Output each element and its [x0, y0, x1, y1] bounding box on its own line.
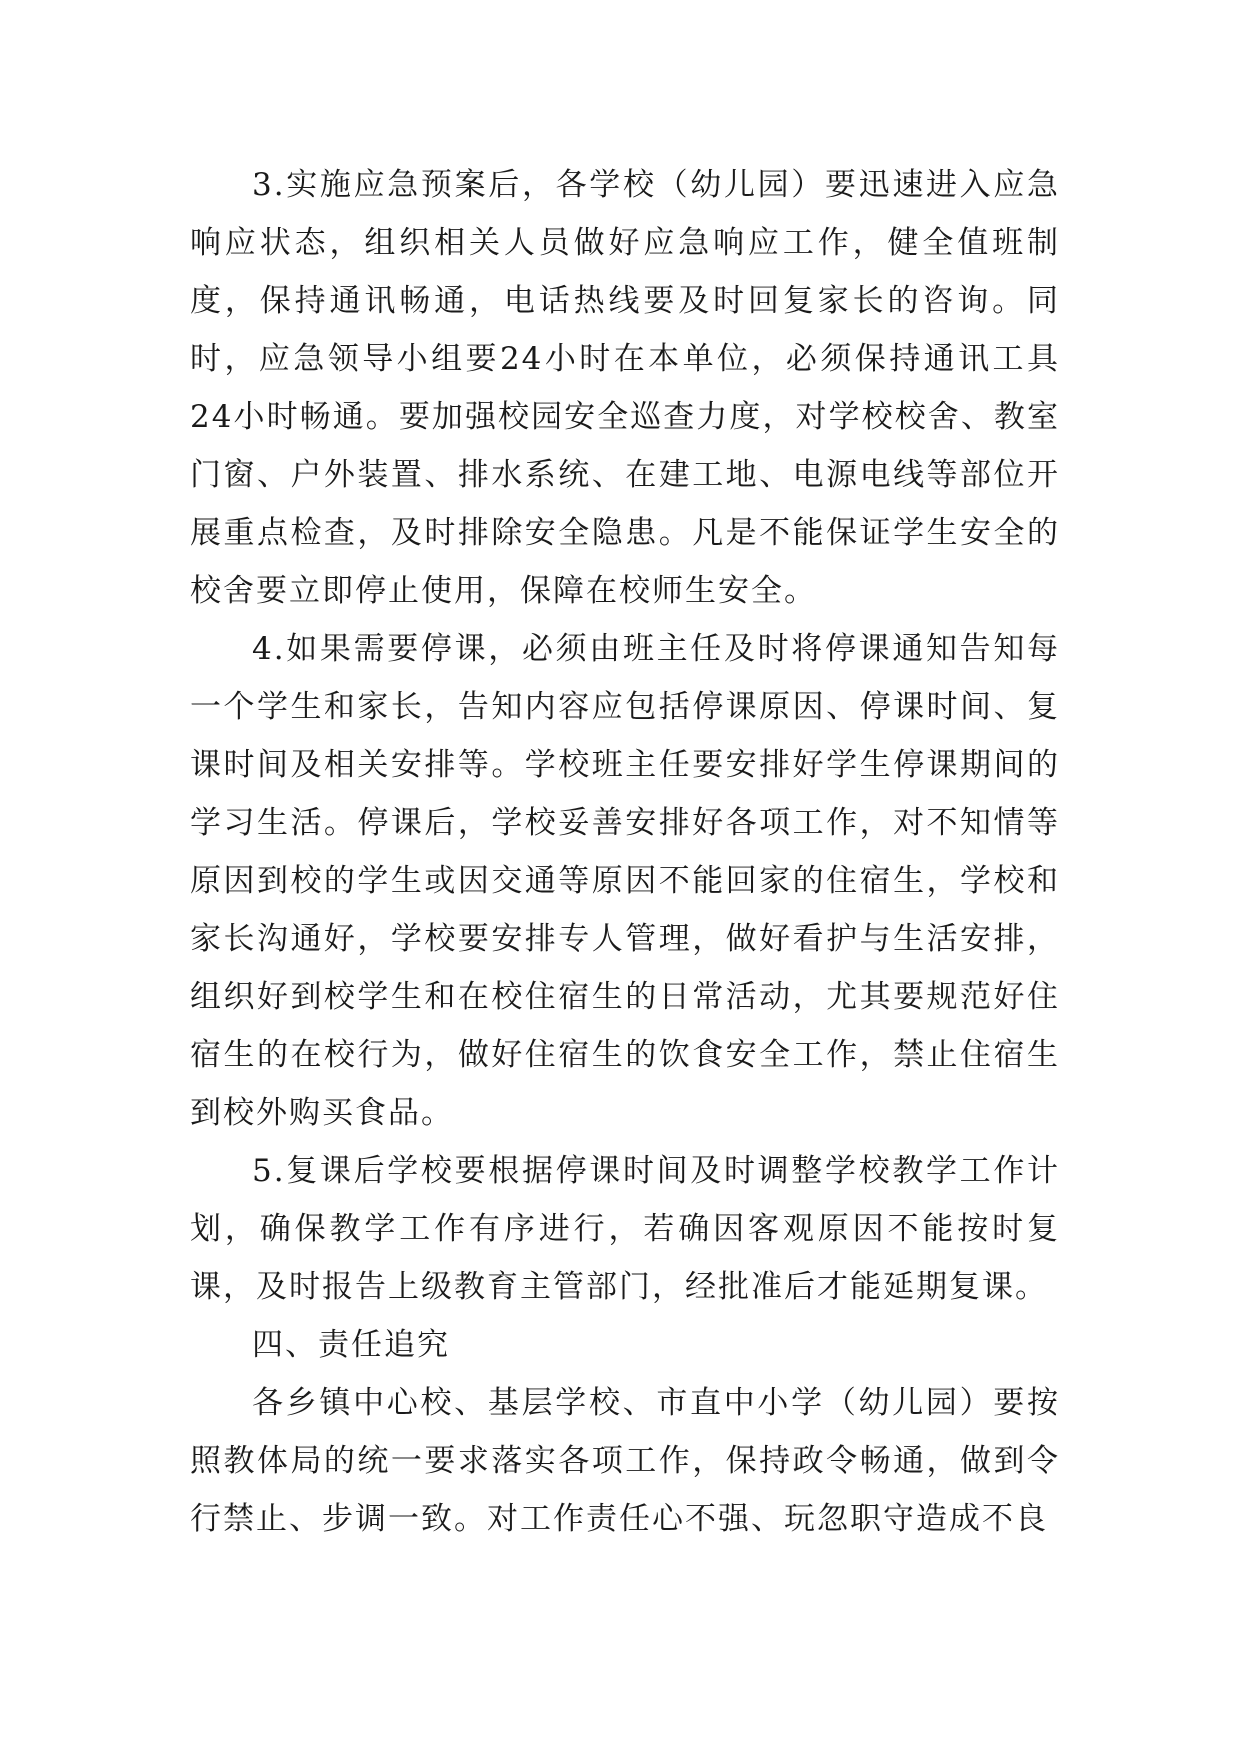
- paragraph-item-3: 3.实施应急预案后，各学校（幼儿园）要迅速进入应急响应状态，组织相关人员做好应急响应工作，健全值班制度，保持通讯畅通，电话热线要及时回复家长的咨询。同时，应急领导小组要24小时在本单位，必须保持通讯工具24小时畅通。要加强校园安全巡查力度，对学校校舍、教室门窗、户外装置、排水系统、在建工地、电源电线等部位开展重点检查，及时排除安全隐患。凡是不能保证学生安全的校舍要立即停止使用，保障在校师生安全。: [190, 167, 1060, 609]
- paragraph-item-5: 5.复课后学校要根据停课时间及时调整学校教学工作计划，确保教学工作有序进行，若确因客观原因不能按时复课，及时报告上级教育主管部门，经批准后才能延期复课。: [190, 1153, 1060, 1305]
- section-heading: 四、责任追究: [252, 1327, 450, 1363]
- paragraph-accountability: 各乡镇中心校、基层学校、市直中小学（幼儿园）要按照教体局的统一要求落实各项工作，保持政令畅通，做到令行禁止、步调一致。对工作责任心不强、玩忽职守造成不良: [190, 1385, 1060, 1537]
- paragraph-item-4: 4.如果需要停课，必须由班主任及时将停课通知告知每一个学生和家长，告知内容应包括停课原因、停课时间、复课时间及相关安排等。学校班主任要安排好学生停课期间的学习生活。停课后，学校妥善安排好各项工作，对不知情等原因到校的学生或因交通等原因不能回家的住宿生，学校和家长沟通好，学校要安排专人管理，做好看护与生活安排，组织好到校学生和在校住宿生的日常活动，尤其要规范好住宿生的在校行为，做好住宿生的饮食安全工作，禁止住宿生到校外购买食品。: [190, 631, 1060, 1131]
- document-page: [190, 156, 1060, 1548]
